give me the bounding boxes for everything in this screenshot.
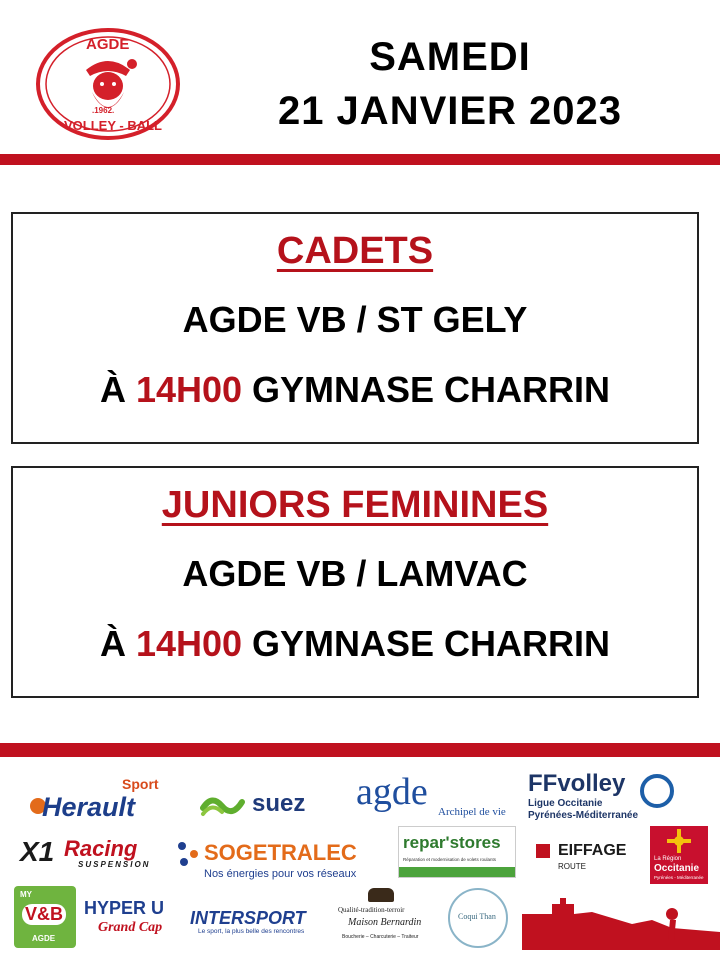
sponsor-sport-herault [24, 776, 174, 824]
match-schedule [13, 622, 697, 666]
date-full: 21 JANVIER 2023 [277, 89, 623, 133]
top-divider [0, 154, 720, 165]
match-card-cadets [11, 212, 699, 444]
bull-icon [368, 888, 394, 902]
bottom-divider [0, 743, 720, 757]
occitan-cross-icon [665, 828, 693, 854]
reparstores-tag: Réparation et modernisation de volets roulants [403, 857, 497, 862]
match-schedule [13, 368, 697, 412]
ffvolley-ball-icon [640, 774, 674, 808]
sogetralec-name: SOGETRALEC [204, 840, 357, 865]
eiffage-sub: ROUTE [558, 862, 586, 871]
match-venue: GYMNASE CHARRIN [242, 369, 611, 410]
boucherie-top: Qualité-tradition-terroir [338, 906, 405, 914]
sogetralec-tag: Nos énergies pour vos réseaux [204, 868, 357, 880]
scenery-silhouette-image [522, 884, 720, 950]
sponsor-reparstores [398, 826, 516, 878]
sponsor-hyper-u [84, 898, 180, 944]
ffvolley-line2: Pyrénées-Méditerranée [528, 810, 639, 821]
myvb-bottom: AGDE [32, 934, 56, 943]
occitanie-line3: Pyrénées - Méditerranée [654, 875, 704, 880]
boucherie-bottom: Boucherie – Charcuterie – Traiteur [342, 934, 419, 940]
occitanie-line1: La Région [654, 856, 682, 862]
boucherie-mid: Maison Bernardin [348, 917, 422, 928]
match-prefix: À [99, 623, 136, 664]
sponsor-eiffage [536, 840, 640, 876]
sponsor-my-vb-agde [14, 886, 76, 948]
sponsor-x1-racing [20, 836, 172, 872]
match-venue: GYMNASE CHARRIN [242, 623, 611, 664]
agde-tag: Archipel de vie [438, 806, 506, 818]
suez-wave-icon [200, 790, 246, 820]
reparstores-name: repar'stores [403, 833, 501, 852]
sponsor-ffvolley [528, 770, 680, 822]
match-teams: AGDE VB / LAMVAC [182, 553, 528, 594]
x1-racing: Racing [64, 836, 138, 861]
ffvolley-line1: Ligue Occitanie [528, 798, 603, 809]
intersport-name: INTERSPORT [190, 908, 306, 928]
match-time: 14H00 [135, 623, 243, 664]
match-card-juniors-feminines [11, 466, 699, 698]
herault-name: Herault [42, 792, 136, 822]
sponsor-region-occitanie [650, 826, 708, 884]
occitanie-line2: Occitanie [654, 863, 700, 874]
agde-name: agde [356, 771, 428, 813]
sogetralec-dots-icon [178, 842, 202, 866]
date-day: SAMEDI [369, 35, 531, 79]
logo-year: .1962. [92, 106, 115, 115]
ffvolley-name: FFvolley [528, 770, 626, 797]
sponsor-intersport [190, 908, 324, 938]
sponsor-suez [200, 788, 326, 824]
sponsor-sogetralec [178, 836, 366, 886]
intersport-tag: Le sport, la plus belle des rencontres [198, 928, 305, 935]
logo-top-text: AGDE [86, 36, 130, 53]
suez-name: suez [252, 790, 306, 817]
logo-bottom-text: VOLLEY - BALL [64, 118, 162, 133]
hyperu-name: HYPER U [84, 898, 165, 918]
sponsor-coqui-than [448, 888, 508, 948]
myvb-top: MY [20, 890, 32, 899]
match-category: CADETS [276, 230, 434, 272]
match-category: JUNIORS FEMININES [161, 484, 549, 526]
x1-mark: X1 [20, 836, 55, 867]
coqui-name: Coqui Than [458, 912, 496, 921]
reparstores-green-band [399, 867, 515, 877]
agde-volley-logo [34, 26, 182, 142]
match-teams: AGDE VB / ST GELY [182, 299, 528, 340]
herault-sport: Sport [122, 776, 159, 792]
sponsor-agde [352, 770, 512, 826]
eiffage-icon [536, 844, 550, 858]
eiffage-name: EIFFAGE [558, 842, 627, 859]
match-prefix: À [99, 369, 136, 410]
event-date [240, 30, 660, 138]
match-time: 14H00 [135, 369, 243, 410]
sponsor-maison-bernardin [334, 888, 430, 948]
sponsor-red-scenery-banner [522, 884, 720, 950]
x1-suspension: SUSPENSION [78, 860, 151, 869]
myvb-mid: V&B [22, 904, 66, 925]
hyperu-script: Grand Cap [98, 920, 163, 935]
